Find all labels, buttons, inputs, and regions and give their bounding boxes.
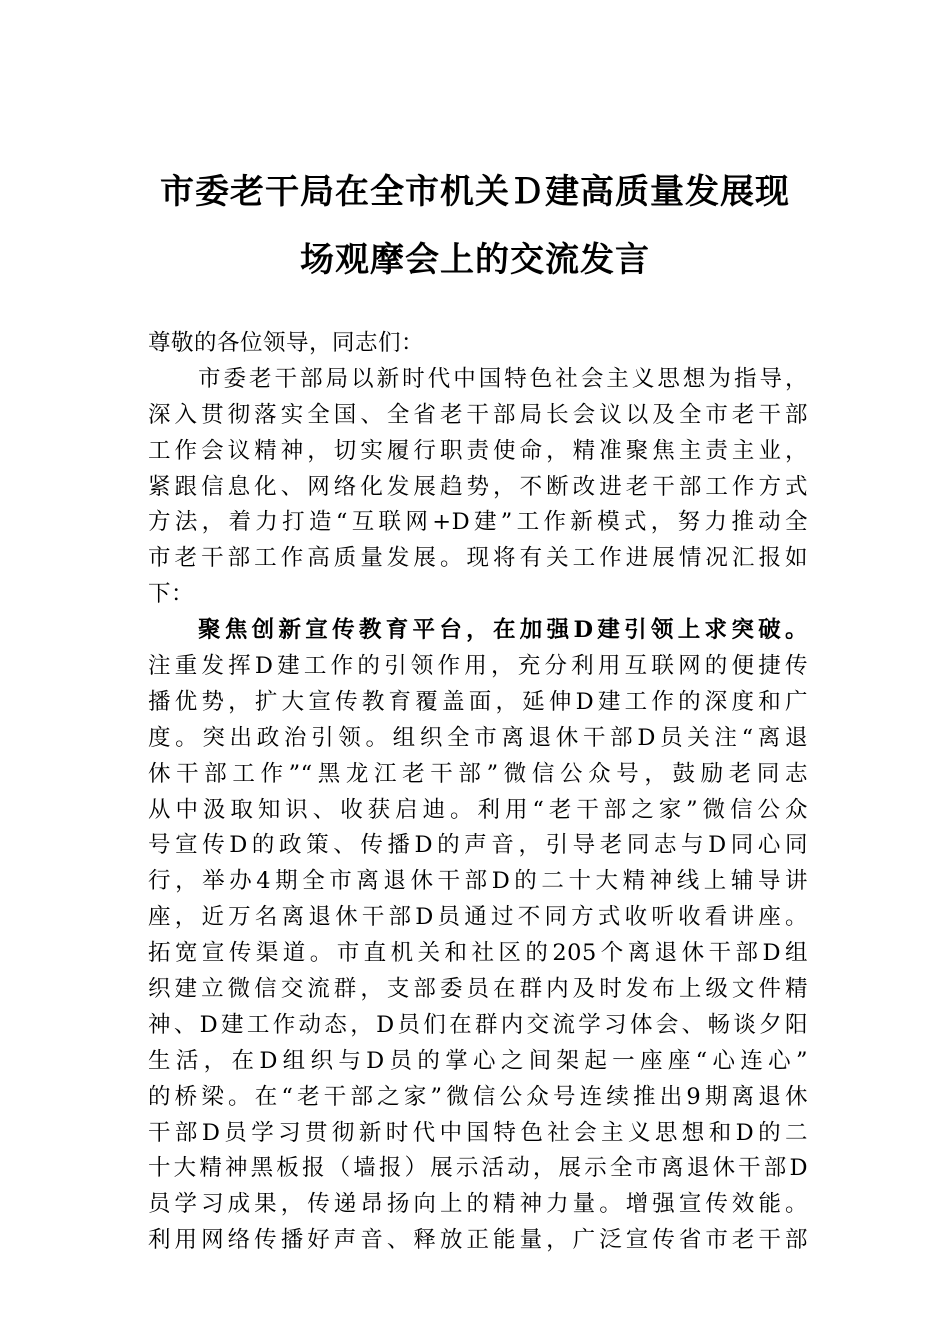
paragraph-line: 播优势，扩大宣传教育覆盖面，延伸D建工作的深度和广 [148, 688, 808, 715]
section-heading [148, 613, 808, 649]
document-body [148, 326, 808, 1259]
salutation: 尊敬的各位领导，同志们： [148, 330, 425, 356]
paragraph-line: 市委老干部局以新时代中国特色社会主义思想为指导， [198, 365, 808, 392]
paragraph-line: 的桥梁。在“老干部之家”微信公众号连续推出9期离退休 [148, 1083, 808, 1110]
paragraph-line: 利用网络传播好声音、释放正能量，广泛宣传省市老干部 [148, 1227, 808, 1254]
paragraph-line: 市老干部工作高质量发展。现将有关工作进展情况汇报如 [148, 545, 808, 572]
paragraph-line: 神、D建工作动态，D员们在群内交流学习体会、畅谈夕阳 [148, 1011, 808, 1038]
paragraph-line: 十大精神黑板报（墙报）展示活动，展示全市离退休干部D [148, 1155, 808, 1182]
document-title-line-2: 场观摩会上的交流发言 [300, 240, 650, 280]
paragraph-line: 座，近万名离退休干部D员通过不同方式收听收看讲座。 [148, 904, 808, 931]
paragraph-line: 拓宽宣传渠道。市直机关和社区的205个离退休干部D组 [148, 940, 808, 967]
document-title-line-1: 市委老干局在全市机关Ｄ建高质量发展现 [160, 172, 790, 212]
paragraph-line: 下： [148, 581, 195, 608]
paragraph-line: 生活，在D组织与D员的掌心之间架起一座座“心连心” [148, 1047, 808, 1074]
paragraph-line: 干部D员学习贯彻新时代中国特色社会主义思想和D的二 [148, 1119, 808, 1146]
paragraph-line: 行，举办4期全市离退休干部D的二十大精神线上辅导讲 [148, 868, 808, 895]
paragraph-line: 注重发挥D建工作的引领作用，充分利用互联网的便捷传 [148, 653, 808, 680]
section-heading-text: 聚焦创新宣传教育平台，在加强D建引领上求突破。 [198, 617, 808, 644]
paragraph-line: 工作会议精神，切实履行职责使命，精准聚焦主责主业， [148, 437, 808, 464]
paragraph-line: 号宣传D的政策、传播D的声音，引导老同志与D同心同 [148, 832, 808, 859]
paragraph-line: 方法，着力打造“互联网+D建”工作新模式，努力推动全 [148, 509, 808, 536]
paragraph-line: 度。突出政治引领。组织全市离退休干部D员关注“离退 [148, 724, 808, 751]
paragraph-line: 休干部工作”“黑龙江老干部”微信公众号，鼓励老同志 [148, 760, 808, 787]
paragraph-line: 织建立微信交流群，支部委员在群内及时发布上级文件精 [148, 976, 808, 1003]
paragraph-line: 员学习成果，传递昂扬向上的精神力量。增强宣传效能。 [148, 1191, 808, 1218]
paragraph-line: 紧跟信息化、网络化发展趋势，不断改进老干部工作方式 [148, 473, 808, 500]
paragraph-line: 从中汲取知识、收获启迪。利用“老干部之家”微信公众 [148, 796, 808, 823]
paragraph-line: 深入贯彻落实全国、全省老干部局长会议以及全市老干部 [148, 401, 808, 428]
